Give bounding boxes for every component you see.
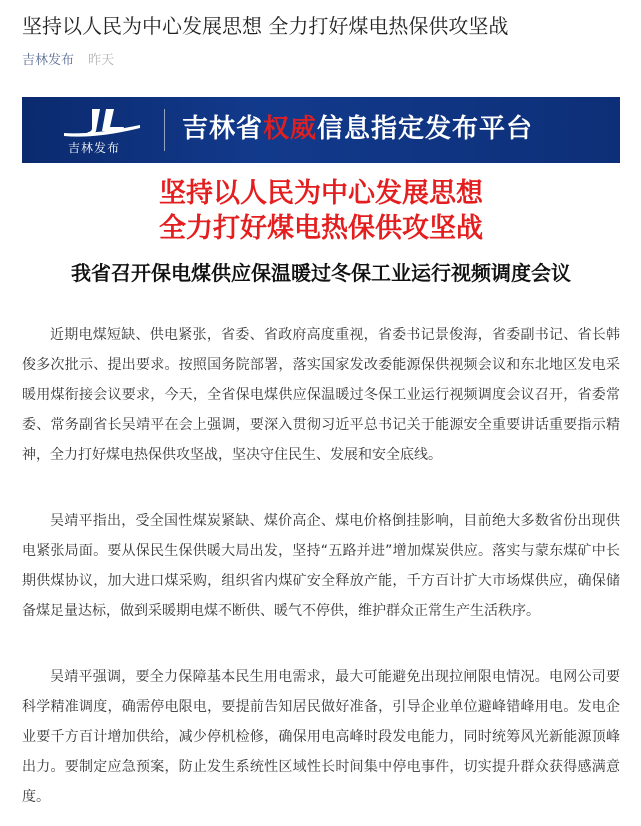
- slogan-highlight: 权威: [263, 114, 318, 144]
- slogan-suffix: 信息指定发布平台: [317, 114, 534, 144]
- source-account-link[interactable]: 吉林发布: [22, 53, 75, 68]
- platform-banner: [22, 97, 620, 163]
- headline-line-2: 全力打好煤电热保供攻坚战: [159, 213, 483, 244]
- headline: [22, 176, 620, 246]
- headline-line-1: 坚持以人民为中心发展思想: [159, 178, 483, 209]
- publish-date: 昨天: [88, 53, 115, 68]
- logo-label: 吉林发布: [68, 141, 121, 155]
- article-title: 坚持以人民为中心发展思想 全力打好煤电热保供攻坚战: [22, 14, 509, 38]
- banner-divider: [164, 109, 165, 151]
- article-meta: [22, 52, 114, 70]
- paragraph-text: 吴靖平强调，要全力保障基本民生用电需求，最大可能避免出现拉闸限电情况。电网公司要科学精准调度，确需停电限电，要提前告知居民做好准备，引导企业单位避峰错峰用电。发电企业要千方百计增加供给，减少停机检修，确保用电高峰时段发电能力，同时统筹风光新能源顶峰出力。要制定应急预案，防止发生系统性区域性长时间集中停电事件，切实提升群众获得感满意度。: [22, 669, 620, 805]
- jilin-fabu-logo-icon: [62, 105, 142, 139]
- banner-slogan: [182, 112, 533, 146]
- article-paragraph-2: [22, 506, 620, 626]
- subheadline: 我省召开保电煤供应保温暖过冬保工业运行视频调度会议: [71, 261, 571, 285]
- article-paragraph-1: [22, 320, 620, 470]
- article-paragraph-3: [22, 662, 620, 812]
- paragraph-text: 吴靖平指出，受全国性煤炭紧缺、煤价高企、煤电价格倒挂影响，目前绝大多数省份出现供电紧张局面。要从保民生保供暖大局出发，坚持“五路并进”增加煤炭供应。落实与蒙东煤矿中长期供煤协议，加大进口煤采购，组织省内煤矿安全释放产能，千方百计扩大市场煤供应，确保储备煤足量达标，做到采暖期电煤不断供、暖气不停供，维护群众正常生产生活秩序。: [22, 513, 620, 619]
- paragraph-text: 近期电煤短缺、供电紧张，省委、省政府高度重视，省委书记景俊海，省委副书记、省长韩俊多次批示、提出要求。按照国务院部署，落实国家发改委能源保供视频会议和东北地区发电采暖用煤衔接会议要求，今天，全省保电煤供应保温暖过冬保工业运行视频调度会议召开，省委常委、常务副省长吴靖平在会上强调，要深入贯彻习近平总书记关于能源安全重要讲话重要指示精神，全力打好煤电热保供攻坚战，坚决守住民生、发展和安全底线。: [22, 327, 620, 463]
- slogan-prefix: 吉林省: [182, 114, 264, 144]
